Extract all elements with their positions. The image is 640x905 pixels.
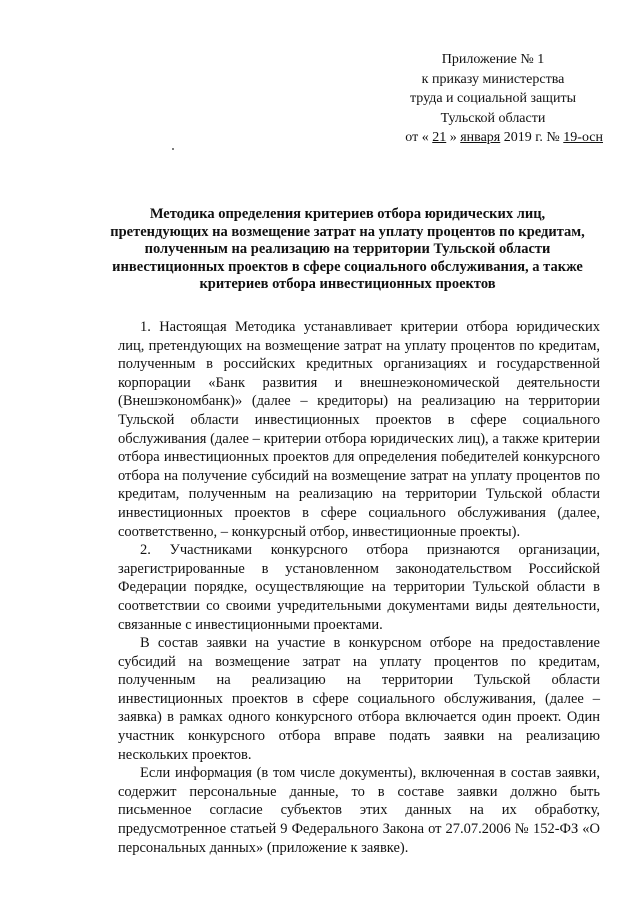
title-line-5: критериев отбора инвестиционных проектов	[199, 276, 496, 292]
date-prefix: от «	[405, 130, 429, 145]
title-line-4: инвестиционных проектов в сфере социального обслуживания, а также	[112, 258, 583, 275]
title-line-1: Методика определения критериев отбора юридических лиц,	[149, 206, 546, 222]
appendix-number: Приложение № 1	[441, 52, 545, 67]
document-body	[118, 318, 600, 857]
appendix-region: Тульской области	[440, 110, 546, 126]
appendix-order-date	[383, 128, 603, 148]
paragraph-2: 2. Участниками конкурсного отбора признаются организации, зарегистрированные в установленном законодательством Российской Федерации порядке, осуществляющие на территории Тульской области в соответствии со своими учредительными документами виды деятельности, связанные с инвестиционными проектами.	[118, 542, 600, 633]
date-quote-close: »	[449, 130, 457, 145]
document-title	[95, 206, 600, 294]
title-line-3: полученным на реализацию на территории Тульской области	[144, 241, 551, 257]
appendix-ministry: труда и социальной защиты	[410, 91, 576, 106]
appendix-order-ref: к приказу министерства	[421, 71, 565, 87]
appendix-header	[383, 50, 603, 148]
paragraph-1: 1. Настоящая Методика устанавливает критерии отбора юридических лиц, претендующих на возмещение затрат на уплату процентов по кредитам, полученным в российских кредитных организациях и государственной корпорации «Банк развития и внешнеэкономической деятельности (Внешэкономбанк)» (далее – кредиторы) на реализацию на территории Тульской области инвестиционных проектов в сфере социального обслуживания (далее – критерии отбора юридических лиц), а также критерии отбора инвестиционных проектов для определения победителей конкурсного отбора на получение субсидий на возмещение затрат на уплату процентов по кредитам, полученным на реализацию на территории Тульской области инвестиционных проектов в сфере социального обслуживания (далее, соответственно, – конкурсный отбор, инвестиционные проекты).	[118, 319, 600, 540]
order-number: 19-осн	[563, 130, 603, 145]
title-line-2: претендующих на возмещение затрат на уплату процентов по кредитам,	[110, 223, 585, 240]
paragraph-4: Если информация (в том числе документы), включенная в состав заявки, содержит персональные данные, то в составе заявки должно быть письменное согласие субъектов этих данных на их обработку, предусмотренное статьей 9 Федерального Закона от 27.07.2006 № 152-ФЗ «О персональных данных» (приложение к заявке).	[118, 765, 600, 856]
date-month: января	[460, 130, 501, 145]
date-year: 2019 г. №	[503, 130, 560, 145]
date-day: 21	[432, 130, 447, 145]
paragraph-3: В состав заявки на участие в конкурсном отборе на предоставление субсидий на возмещение затрат на уплату процентов по кредитам, полученным на реализацию на территории Тульской области инвестиционных проектов в сфере социального обслуживания, (далее – заявка) в рамках одного конкурсного отбора включается один проект. Один участник конкурсного отбора вправе подать заявки на реализацию нескольких проектов.	[118, 635, 600, 763]
scan-speck	[172, 148, 174, 150]
